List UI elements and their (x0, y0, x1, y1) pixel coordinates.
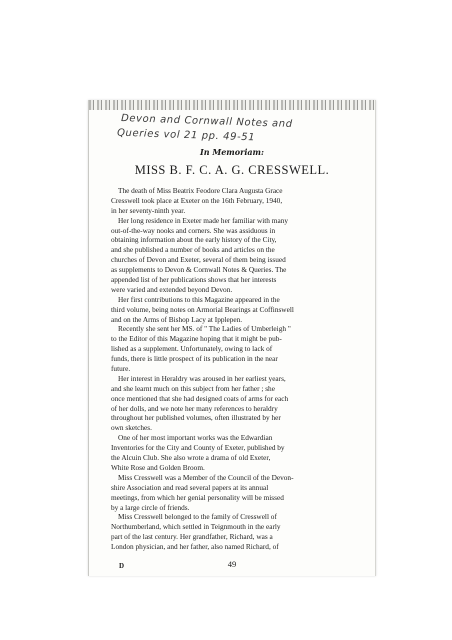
body-line: part of the last century. Her grandfather, Richard, was a (111, 532, 273, 542)
body-line: appended list of her publications shows that her interests (111, 275, 277, 285)
body-line: by a large circle of friends. (111, 502, 190, 512)
obituary-heading: MISS B. F. C. A. G. CRESSWELL. (134, 163, 330, 177)
body-line: Inventories for the City and County of Exeter, published by (111, 443, 285, 453)
body-line: Northumberland, which settled in Teignmouth in the early (111, 522, 281, 532)
body-line: of her dolls, and we note her many references to heraldry (111, 403, 278, 413)
body-line: Her long residence in Exeter made her familiar with many (118, 215, 288, 225)
document-page (88, 100, 376, 576)
body-line: and on the Arms of Bishop Lacy at Ipplepen. (111, 314, 243, 324)
body-line: in her seventy-ninth year. (111, 205, 186, 215)
body-line: Cresswell took place at Exeter on the 16th February, 1940, (111, 195, 283, 205)
body-line: London physician, and her father, also named Richard, of (111, 542, 279, 552)
body-line: obtaining information about the early history of the City, (111, 235, 277, 245)
body-line: Miss Cresswell was a Member of the Council of the Devon- (118, 472, 294, 482)
torn-top-edge (89, 100, 375, 110)
body-line: and she published a number of books and articles on the (111, 245, 275, 255)
body-line: out-of-the-way nooks and corners. She was assiduous in (111, 225, 276, 235)
body-line: own sketches. (111, 423, 152, 433)
body-line: Her interest in Heraldry was aroused in her earliest years, (118, 373, 286, 383)
body-line: to the Editor of this Magazine hoping that it might be pub- (111, 334, 282, 344)
body-line: churches of Devon and Exeter, several of them being issued (111, 255, 286, 265)
body-line: were varied and extended beyond Devon. (111, 284, 233, 294)
page-number: 49 (227, 559, 237, 569)
body-line: and she learnt much on this subject from her father ; she (111, 383, 275, 393)
body-line: future. (111, 364, 131, 374)
signature-mark: D (119, 562, 125, 570)
body-line: meetings, from which her genial personality will be missed (111, 492, 284, 502)
body-line: Her first contributions to this Magazine appeared in the (118, 294, 280, 304)
body-line: funds, there is little prospect of its publication in the near (111, 354, 278, 364)
body-line: Miss Cresswell belonged to the family of Cresswell of (118, 512, 277, 522)
body-line: throughout her published volumes, often illustrated by her (111, 413, 281, 423)
handwritten-note-line-2: Queries vol 21 pp. 49-51 (116, 127, 256, 144)
body-line: third volume, being notes on Armorial Bearings at Coffinswell (111, 304, 294, 314)
body-line: lished as a supplement. Unfortunately, owing to lack of (111, 344, 273, 354)
body-line: White Rose and Golden Broom. (111, 462, 205, 472)
handwritten-note-line-1: Devon and Cornwall Notes and (120, 113, 293, 130)
body-line: shire Association and read several papers at its annual (111, 482, 269, 492)
in-memoriam-label: In Memoriam: (200, 147, 264, 157)
body-line: One of her most important works was the Edwardian (118, 433, 273, 443)
body-line: the Alcuin Club. She also wrote a drama of old Exeter, (111, 453, 271, 463)
obituary-body (111, 186, 363, 552)
body-line: once mentioned that she had designed coats of arms for each (111, 393, 289, 403)
body-line: Recently she sent her MS. of " The Ladies of Umberleigh " (118, 324, 291, 334)
body-line: The death of Miss Beatrix Feodore Clara Augusta Grace (118, 186, 283, 195)
body-line: as supplements to Devon & Cornwall Notes & Queries. The (111, 265, 287, 275)
